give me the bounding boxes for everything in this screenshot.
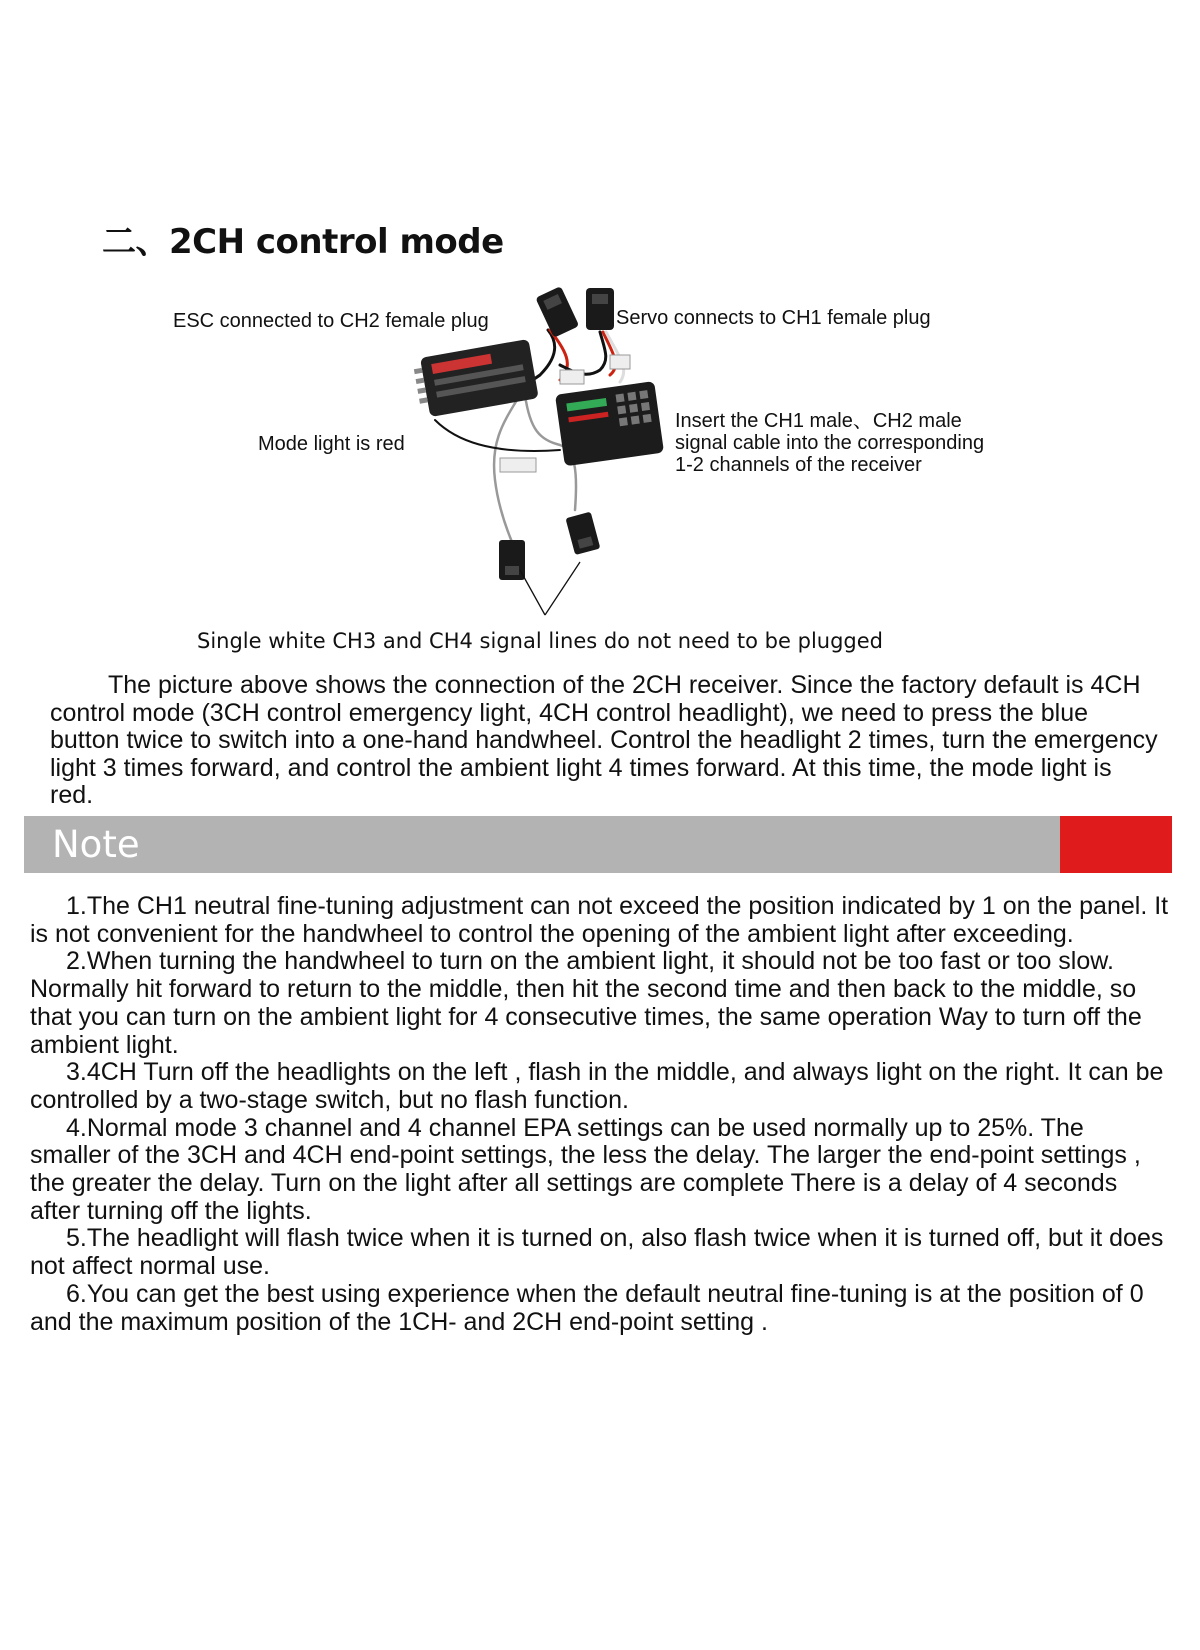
callout-esc: ESC connected to CH2 female plug bbox=[173, 310, 489, 332]
esc-plug bbox=[535, 286, 579, 338]
callout-insert-line: signal cable into the corresponding bbox=[675, 432, 985, 454]
receiver-wiring-figure bbox=[0, 270, 1200, 670]
ch4-plug bbox=[565, 512, 600, 555]
servo-plug bbox=[586, 288, 614, 330]
callout-insert-line: 1-2 channels of the receiver bbox=[675, 454, 922, 476]
ch3-plug bbox=[499, 540, 525, 580]
note-accent-block bbox=[1060, 816, 1172, 873]
note-item: 3.4CH Turn off the headlights on the left , flash in the middle, and always light on the right. It can be controlled by a two-stage switch, but no flash function. bbox=[30, 1058, 1164, 1114]
note-item: 1.The CH1 neutral fine-tuning adjustment can not exceed the position indicated by 1 on the panel. It is not convenient for the handwheel to control the opening of the ambient light after exceeding. bbox=[30, 892, 1169, 948]
note-item: 5.The headlight will flash twice when it is turned on, also flash twice when it is turned off, but it does not affect normal use. bbox=[30, 1224, 1164, 1281]
callout-insert bbox=[675, 410, 984, 476]
section-heading: 二、2CH control mode bbox=[102, 222, 504, 262]
intro-paragraph bbox=[50, 672, 1160, 810]
note-banner bbox=[24, 816, 1172, 873]
callout-servo: Servo connects to CH1 female plug bbox=[616, 307, 931, 329]
intro-text: The picture above shows the connection of the 2CH receiver. Since the factory default is 4CH control mode (3CH control emergency light, 4CH control headlight), we need to press the blue button twice to switch into a one-hand handwheel. Control the headlight 2 times, turn the emergency light 3 times forward, and control the ambient light 4 times forward. At this time, the mode light is red. bbox=[50, 671, 1158, 809]
receiver-module bbox=[555, 381, 664, 466]
note-item: 2.When turning the handwheel to turn on the ambient light, it should not be too fast or too slow. Normally hit forward to return to the middle, then hit the second time and then back to the middle, so that you can turn on the ambient light for 4 consecutive times, the same operation Way to turn off the ambient light. bbox=[30, 947, 1142, 1059]
note-item: 4.Normal mode 3 channel and 4 channel EPA settings can be used normally up to 25%. The smaller of the 3CH and 4CH end-point settings, the less the delay. The larger the end-point settings , the greater the delay. Turn on the light after all settings are complete There is a delay of 4 seconds after turning off the lights. bbox=[30, 1113, 1141, 1225]
callout-insert-line: Insert the CH1 male、CH2 male bbox=[675, 410, 962, 432]
note-item: 6.You can get the best using experience when the default neutral fine-tuning is at the position of 0 and the maximum position of the 1CH- and 2CH end-point setting . bbox=[30, 1279, 1144, 1336]
callout-single-white: Single white CH3 and CH4 signal lines do not need to be plugged bbox=[197, 629, 883, 653]
note-title: Note bbox=[52, 823, 140, 866]
light-controller-module bbox=[412, 339, 539, 419]
callout-mode-light: Mode light is red bbox=[258, 433, 405, 455]
notes-list bbox=[30, 893, 1170, 1336]
